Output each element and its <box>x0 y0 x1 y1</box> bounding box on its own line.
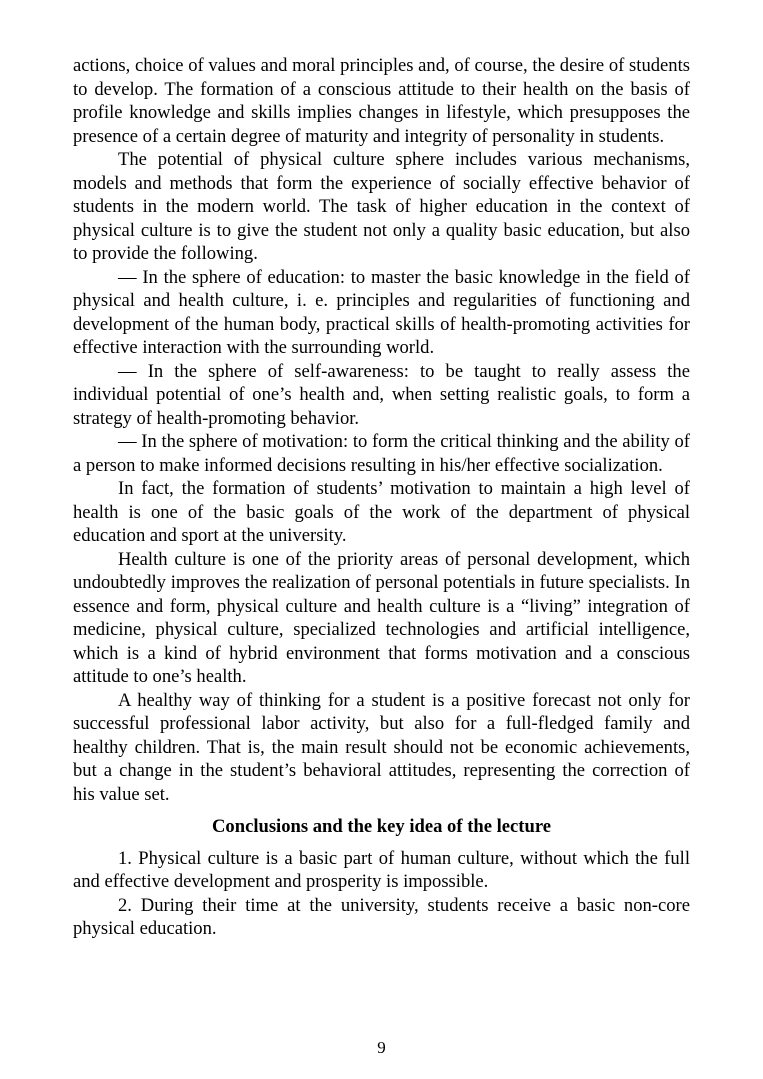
paragraph-sphere-education: — In the sphere of education: to master the basic knowledge in the field of physical and health culture, i. e. principles and regularities of functioning and development of the human body, practical skills of health-promoting activities for effective interaction with the surrounding world. <box>73 266 690 358</box>
page-body <box>73 54 690 941</box>
paragraph-continuation: actions, choice of values and moral principles and, of course, the desire of students to develop. The formation of a conscious attitude to their health on the basis of profile knowledge and skills implies changes in lifestyle, which presupposes the presence of a certain degree of maturity and integrity of personality in students. <box>73 55 690 147</box>
paragraph-sphere-motivation: — In the sphere of motivation: to form the critical thinking and the ability of a person to make informed decisions resulting in his/her effective socialization. <box>73 431 690 476</box>
conclusion-item-1: 1. Physical culture is a basic part of human culture, without which the full and effective development and prosperity is impossible. <box>73 847 690 892</box>
paragraph-health-culture: Health culture is one of the priority areas of personal development, which undoubtedly improves the realization of personal potentials in future specialists. In essence and form, physical culture and health culture is a “living” integration of medicine, physical culture, specialized technologies and artificial intelligence, which is a kind of hybrid environment that forms motivation and a conscious attitude to one’s health. <box>73 548 690 687</box>
paragraph-healthy-thinking: A healthy way of thinking for a student is a positive forecast not only for successful professional labor activity, but also for a full-fledged family and healthy children. That is, the main result should not be economic achievements, but a change in the student’s behavioral attitudes, representing the correction of his value set. <box>73 689 690 805</box>
page-number: 9 <box>377 1038 386 1057</box>
paragraph-physical-culture-potential: The potential of physical culture sphere includes various mechanisms, models and methods that form the experience of socially effective behavior of students in the modern world. The task of higher education in the context of physical culture is to give the student not only a quality basic education, but also to provide the following. <box>73 149 690 264</box>
paragraph-students-motivation: In fact, the formation of students’ motivation to maintain a high level of health is one of the basic goals of the work of the department of physical education and sport at the university. <box>73 478 690 546</box>
paragraph-sphere-self-awareness: — In the sphere of self-awareness: to be taught to really assess the individual potential of one’s health and, when setting realistic goals, to form a strategy of health-promoting behavior. <box>73 360 690 429</box>
conclusion-item-2: 2. During their time at the university, students receive a basic non-core physical education. <box>73 894 690 939</box>
section-heading: Conclusions and the key idea of the lecture <box>212 816 551 837</box>
